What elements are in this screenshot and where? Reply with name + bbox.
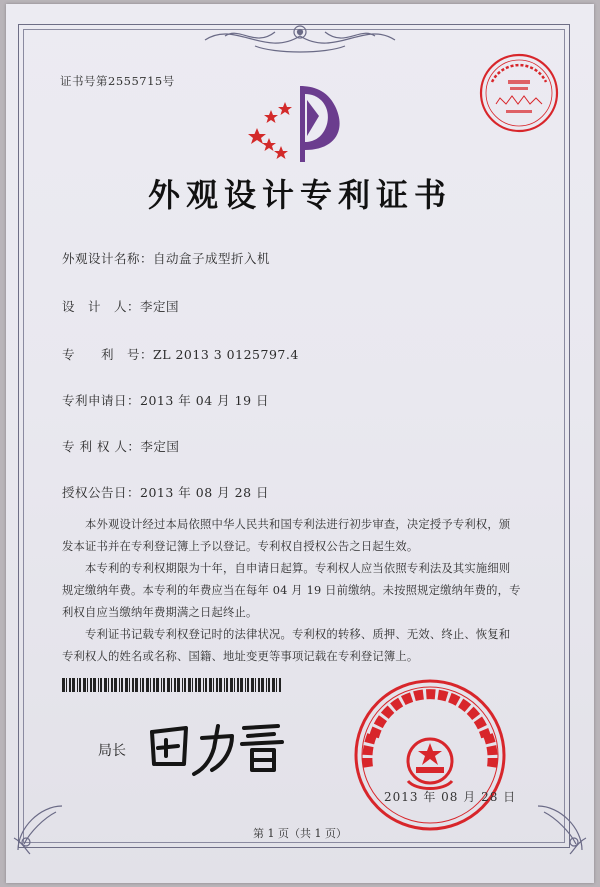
field-application-date [62,391,269,409]
office-seal [350,675,510,835]
tax-stamp-seal [478,52,560,134]
field-value: 2013 年 08 月 28 日 [140,485,270,500]
director-signature [140,718,290,780]
field-value: 李定国 [140,299,180,314]
director-label: 局长 [98,743,126,759]
field-label: 专利申请日： [62,393,141,408]
field-grant-date [62,483,269,501]
field-patentee [62,437,179,455]
field-patent-number [62,345,299,363]
certificate-number: 证书号第2555715号 [60,74,175,88]
paragraph-line: 本专利的专利权期限为十年，自申请日起算。专利权人应当依照专利法及其实施细则 [62,562,511,575]
field-label: 设 计 人： [62,299,141,314]
paragraph-line: 利权自应当缴纳年费期满之日起终止。 [62,606,258,619]
field-designer [62,297,179,315]
field-value: 2013 年 04 月 19 日 [140,393,270,408]
field-design-name [62,249,270,267]
top-ornament [195,18,405,58]
field-label: 专 利 权 人： [62,439,141,454]
paragraph-line: 发本证书并在专利登记簿上予以登记。专利权自授权公告之日起生效。 [62,540,419,553]
paragraph-term-and-fees [62,558,548,624]
field-label: 授权公告日： [62,485,141,500]
certificate-title: 外观设计专利证书 [147,176,452,214]
seal-date: 2013 年 08 月 28 日 [384,790,517,804]
paragraph-grant-notice [62,514,548,558]
field-label: 外观设计名称： [62,251,154,266]
field-value: 李定国 [140,439,180,454]
paragraph-line: 规定缴纳年费。本专利的年费应当在每年 04 月 19 日前缴纳。未按照规定缴纳年费的，专 [62,584,521,597]
paragraph-line: 本外观设计经过本局依照中华人民共和国专利法进行初步审查，决定授予专利权，颁 [62,518,511,531]
barcode [62,678,282,692]
field-value: ZL 2013 3 0125797.4 [153,347,299,362]
field-label: 专 利 号： [62,347,154,362]
page-number: 第 1 页（共 1 页） [253,827,347,840]
field-value: 自动盒子成型折入机 [153,251,271,266]
paragraph-line: 专利权人的姓名或名称、国籍、地址变更等事项记载在专利登记簿上。 [62,650,419,663]
sipo-logo [245,80,355,170]
paragraph-legal-status [62,624,548,668]
paragraph-line: 专利证书记载专利权登记时的法律状况。专利权的转移、质押、无效、终止、恢复和 [62,628,511,641]
